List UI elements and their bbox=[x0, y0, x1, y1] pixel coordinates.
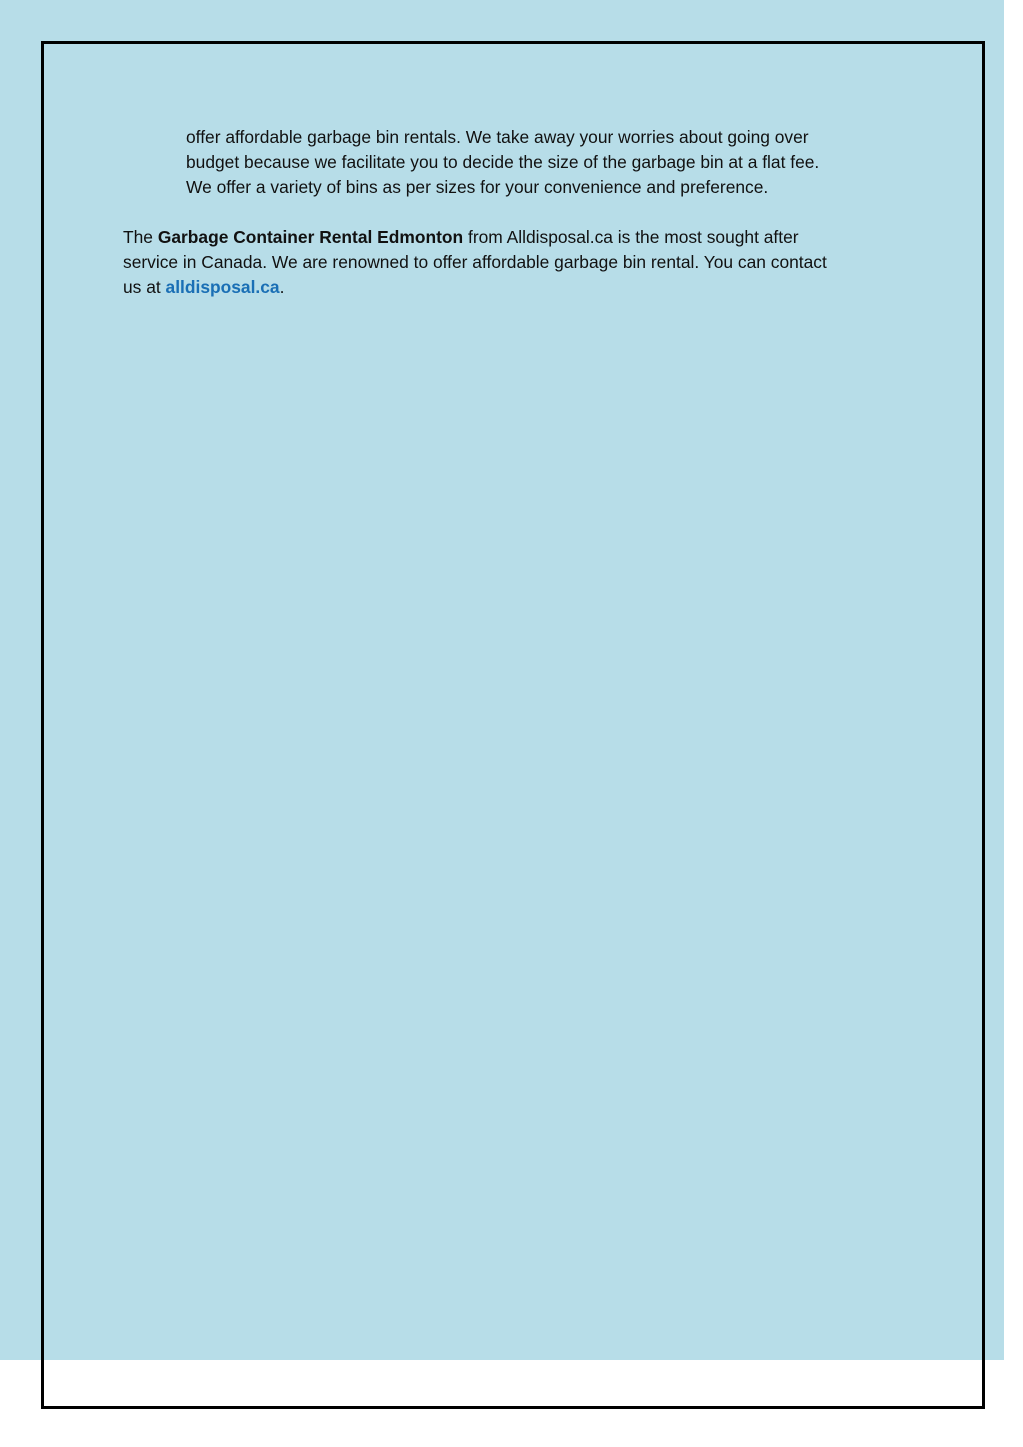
intro-paragraph bbox=[186, 125, 906, 200]
closing-prefix: The bbox=[123, 227, 158, 247]
intro-line-1: offer affordable garbage bin rentals. We take away your worries about going over bbox=[186, 127, 809, 147]
closing-line-2: service in Canada. We are renowned to offer affordable garbage bin rental. You can contact bbox=[123, 252, 827, 272]
closing-paragraph bbox=[123, 225, 913, 300]
closing-line-3-prefix: us at bbox=[123, 277, 166, 297]
intro-line-2: budget because we facilitate you to decide the size of the garbage bin at a flat fee. bbox=[186, 152, 820, 172]
alldisposal-link[interactable]: alldisposal.ca bbox=[165, 277, 280, 297]
service-name: Garbage Container Rental Edmonton bbox=[157, 227, 464, 247]
closing-line-1-rest: from Alldisposal.ca is the most sought after bbox=[463, 227, 799, 247]
closing-line-3-suffix: . bbox=[279, 277, 285, 297]
closing-line-1 bbox=[123, 225, 913, 250]
closing-line-3 bbox=[123, 275, 913, 300]
intro-line-3: We offer a variety of bins as per sizes for your convenience and preference. bbox=[186, 177, 769, 197]
